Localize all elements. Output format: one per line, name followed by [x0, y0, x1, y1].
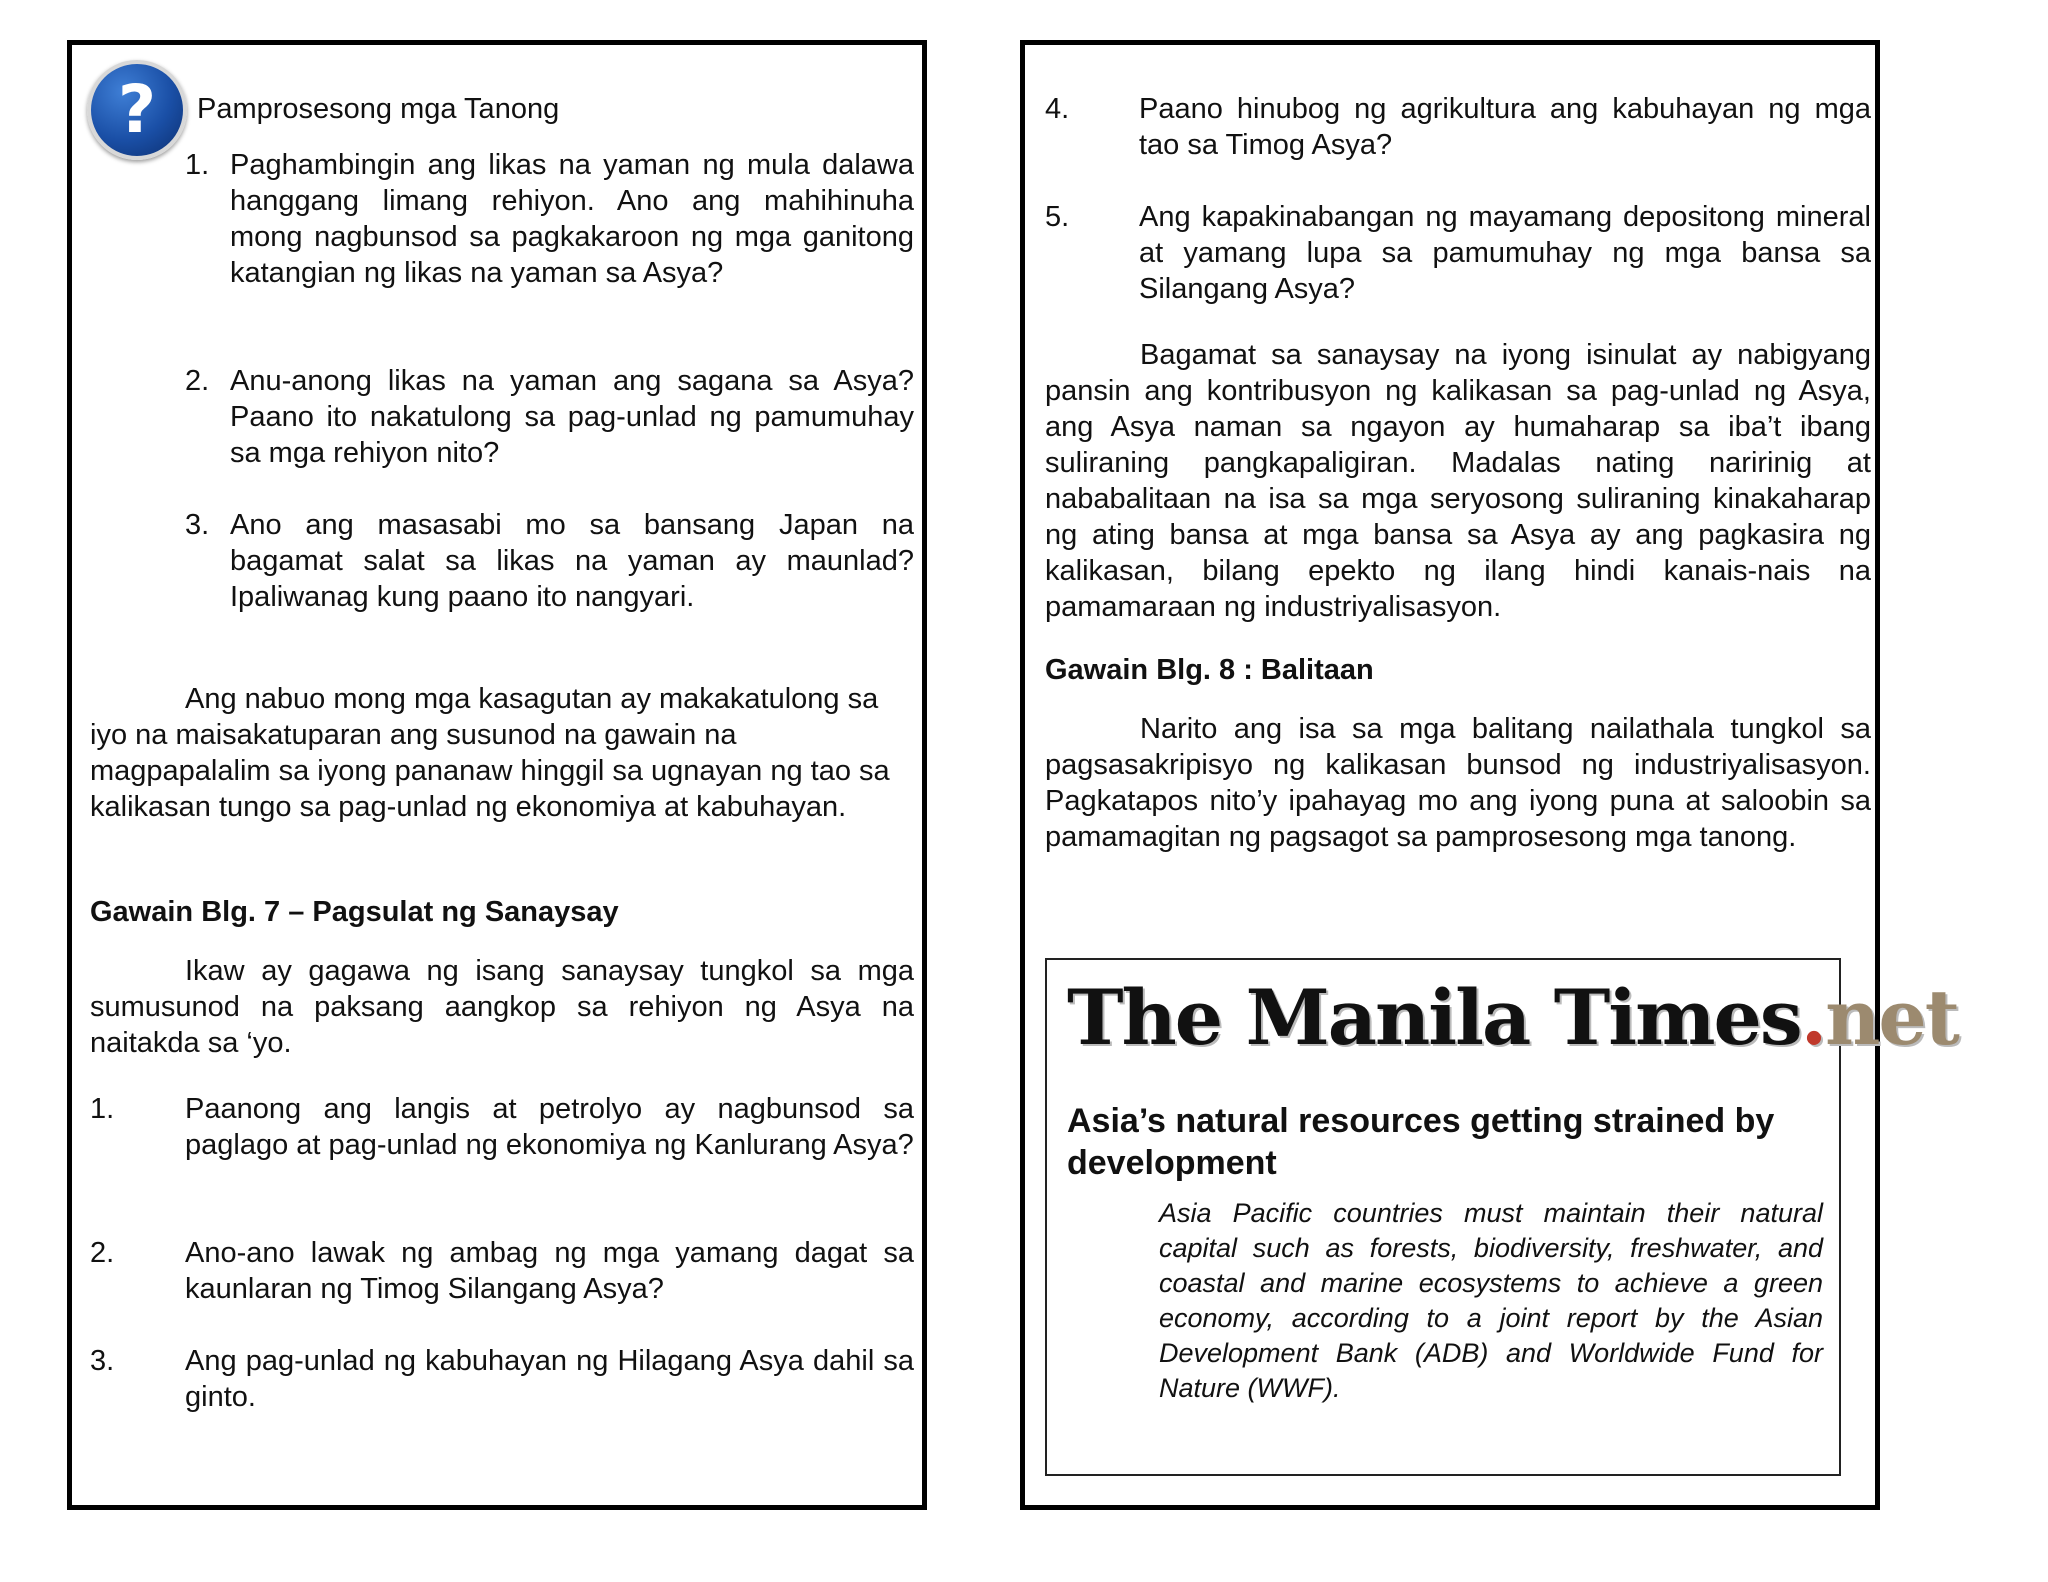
topic-text: Paano hinubog ng agrikultura ang kabuhayan ng mga tao sa Timog Asya?: [1139, 93, 1871, 161]
topic-text: Ang pag-unlad ng kabuhayan ng Hilagang Asya dahil sa ginto.: [185, 1345, 914, 1413]
masthead-suffix: net: [1825, 973, 1958, 1062]
topic-text: Paanong ang langis at petrolyo ay nagbunsod sa paglago at pag-unlad ng ekonomiya ng Kanlurang Asya?: [185, 1093, 914, 1161]
question-text: Paghambingin ang likas na yaman ng mula dalawa hanggang limang rehiyon. Ano ang mahihinuha mong nagbunsod sa pagkakaroon ng mga ganitong katangian ng likas na yaman sa Asya?: [230, 149, 914, 289]
topic-number: 4.: [1045, 93, 1070, 125]
intro-paragraph: Ang nabuo mong mga kasagutan ay makakatulong sa iyo na maisakatuparan ang susunod na gawain na magpapalalim sa iyong pananaw hinggil sa ugnayan ng tao sa kalikasan tungo sa pag-unlad ng ekonomiya at kabuhayan.: [90, 683, 890, 823]
topic-text: Ang kapakinabangan ng mayamang depositong mineral at yamang lupa sa pamumuhay ng mga bansa sa Silangang Asya?: [1139, 201, 1871, 305]
news-clipping: [1045, 958, 1958, 1476]
left-page-panel: [67, 40, 927, 1510]
topic-number: 1.: [90, 1093, 115, 1125]
masthead-dot: .: [1800, 973, 1826, 1062]
right-page-panel: [1020, 40, 1958, 1510]
question-number: 1.: [185, 149, 210, 181]
question-text: Anu-anong likas na yaman ang sagana sa Asya? Paano ito nakatulong sa pag-unlad ng pamumuhay sa mga rehiyon nito?: [230, 365, 914, 469]
question-number: 2.: [185, 365, 210, 397]
topic-number: 5.: [1045, 201, 1070, 233]
topic-number: 2.: [90, 1237, 115, 1269]
newspaper-masthead: [1067, 968, 1958, 1068]
news-body: Asia Pacific countries must maintain their natural capital such as forests, biodiversity, freshwater, and coastal and marine ecosystems to achieve a green economy, according to a joint report by the Asian Development Bank (ADB) and Worldwide Fund for Nature (WWF).: [1159, 1198, 1823, 1403]
topic-number: 3.: [90, 1345, 115, 1377]
activity-intro: Narito ang isa sa mga balitang nailathala tungkol sa pagsasakripisyo ng kalikasan bunsod ng industriyalisasyon. Pagkatapos nito’y ipahayag mo ang iyong puna at saloobin sa pamamagitan ng pagsagot sa pamprosesong mga tanong.: [1045, 713, 1871, 853]
questions-title: Pamprosesong mga Tanong: [197, 93, 560, 125]
activity-heading: Gawain Blg. 8 : Balitaan: [1045, 654, 1374, 686]
news-headline: Asia’s natural resources getting strained by development: [1067, 1102, 1775, 1182]
activity-intro: Ikaw ay gagawa ng isang sanaysay tungkol sa mga sumusunod na paksang aangkop sa rehiyon ng Asya na naitakda sa ‘yo.: [90, 955, 914, 1059]
environment-paragraph: Bagamat sa sanaysay na iyong isinulat ay nabigyang pansin ang kontribusyon ng kalikasan sa pag-unlad ng Asya, ang Asya naman sa ngayon ay humaharap sa iba’t ibang suliraning pangkapaligiran. Madalas nating naririnig at nababalitaan na isa sa mga seryosong suliraning kinakaharap ng ating bansa at mga bansa sa Asya ay ang pagkasira ng kalikasan, bilang epekto ng ilang hindi kanais-nais na pamamaraan ng industriyalisasyon.: [1045, 339, 1871, 623]
activity-heading: Gawain Blg. 7 – Pagsulat ng Sanaysay: [90, 896, 619, 928]
question-text: Ano ang masasabi mo sa bansang Japan na bagamat salat sa likas na yaman ay maunlad? Ipaliwanag kung paano ito nangyari.: [230, 509, 914, 613]
masthead-title: The Manila Times: [1067, 973, 1801, 1062]
topic-text: Ano-ano lawak ng ambag ng mga yamang dagat sa kaunlaran ng Timog Silangang Asya?: [185, 1237, 914, 1305]
question-number: 3.: [185, 509, 210, 541]
question-mark-icon: ?: [87, 60, 187, 160]
